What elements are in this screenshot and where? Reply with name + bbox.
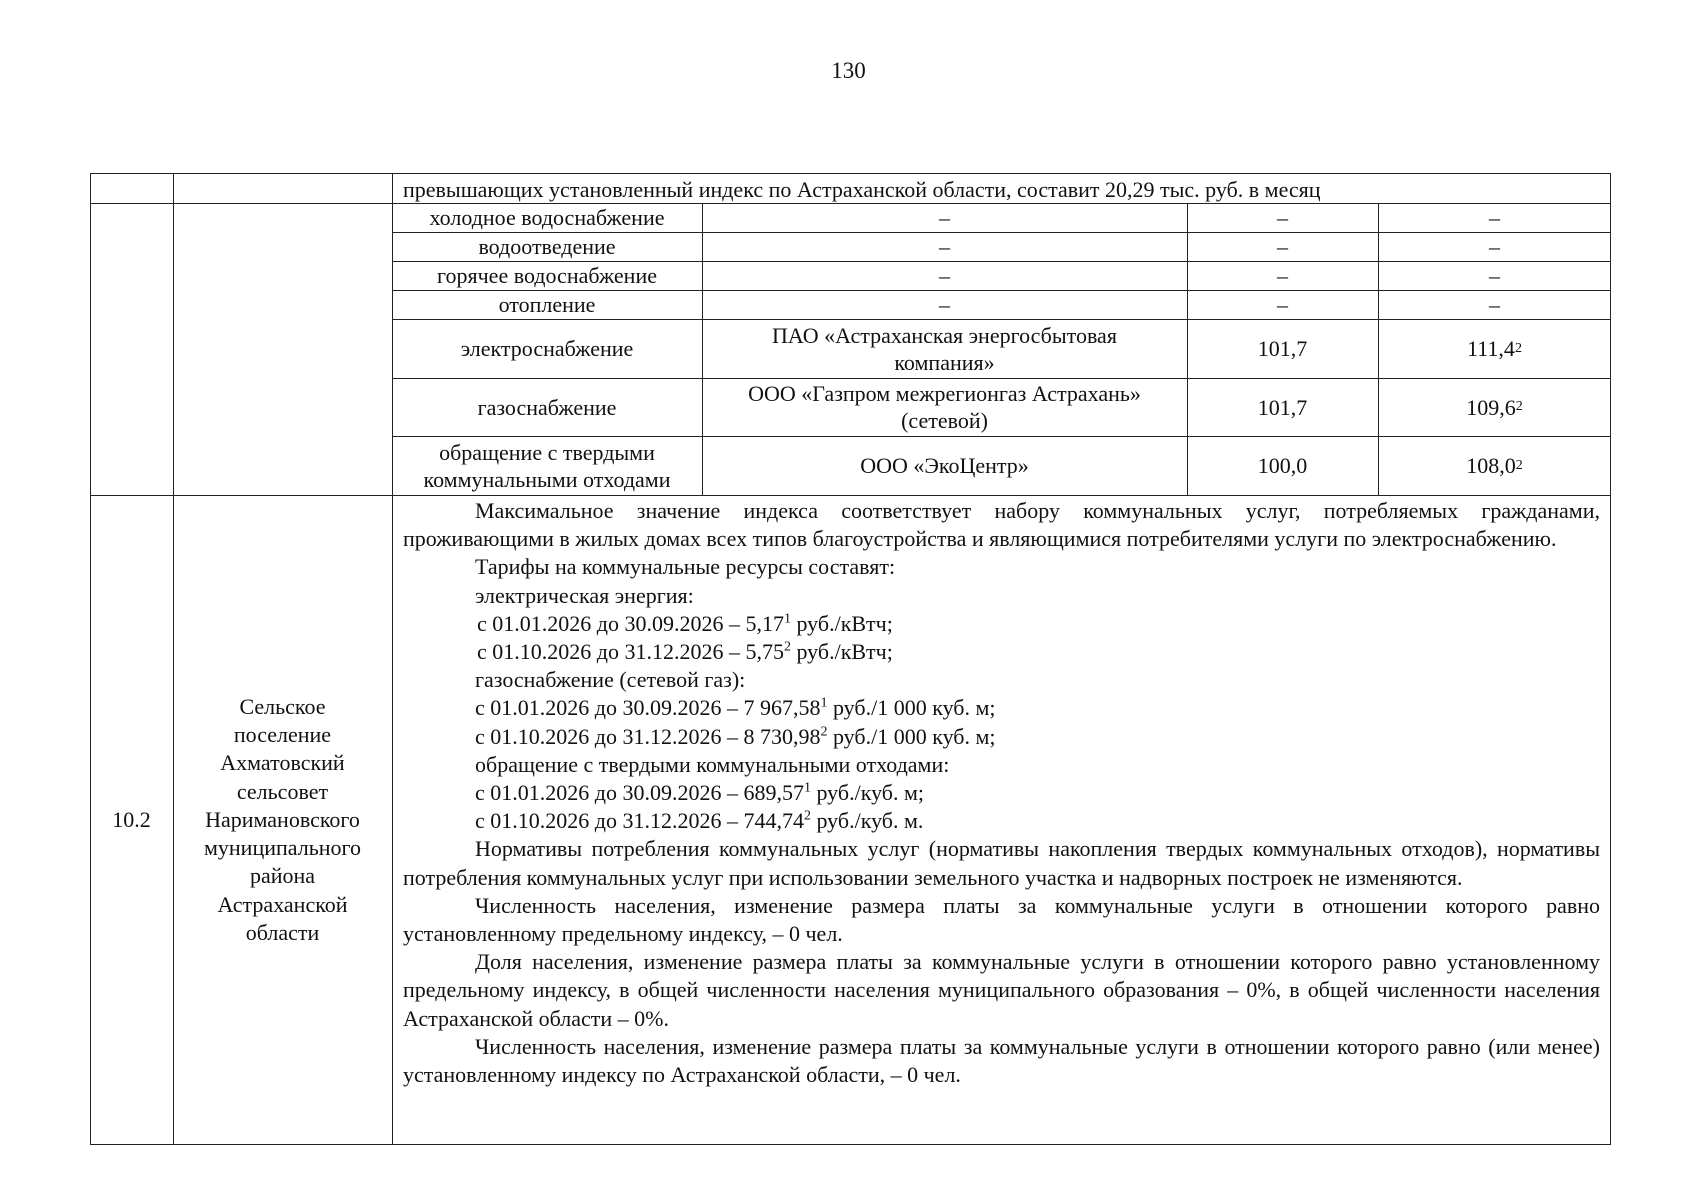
- service-provider: –: [939, 205, 950, 230]
- service-index-2: –: [1489, 263, 1500, 288]
- paragraph-max-index: Максимальное значение индекса соответствует набору коммунальных услуг, потребляемых гражданами, проживающими в жилых домах всех типов благоустройства и являющимися потребителями услуги по электроснабжению.: [403, 498, 1600, 552]
- footnote-mark: 1: [803, 780, 811, 796]
- footnote-mark: 2: [820, 724, 828, 740]
- tariff-unit: руб./1 000 куб. м;: [827, 723, 996, 749]
- service-index-1: 100,0: [1257, 453, 1308, 478]
- service-name: холодное водоснабжение: [429, 205, 665, 230]
- service-provider: ООО «ЭкоЦентр»: [860, 453, 1029, 478]
- tariffs-title: Тарифы на коммунальные ресурсы составят:: [475, 554, 896, 580]
- service-index-2: –: [1489, 292, 1500, 317]
- service-index-1: 101,7: [1257, 336, 1308, 361]
- electric-tariff-1: [403, 610, 1600, 638]
- electric-title: электрическая энергия:: [475, 582, 694, 608]
- paragraph-population-equal: Численность населения, изменение размера платы за коммунальные услуги в отношении которого равно установленному предельному индексу, – 0 чел.: [403, 892, 1600, 947]
- service-name: отопление: [498, 292, 596, 317]
- gas-title: газоснабжение (сетевой газ):: [475, 667, 746, 693]
- service-provider: –: [939, 292, 950, 317]
- service-index-1: –: [1277, 263, 1288, 288]
- waste-tariff-2: [403, 807, 1600, 835]
- waste-title: обращение с твердыми коммунальными отходами:: [475, 751, 950, 777]
- tariff-text: с 01.01.2026 до 30.09.2026 – 689,57: [475, 780, 804, 806]
- service-provider: ООО «Газпром межрегионгаз Астрахань» (сетевой): [748, 381, 1141, 433]
- electric-tariff-2: [403, 638, 1600, 666]
- continuation-text: превышающих установленный индекс по Астраханской области, составит 20,29 тыс. руб. в месяц: [403, 177, 1321, 202]
- service-index-2: –: [1489, 205, 1500, 230]
- tariff-text: с 01.01.2026 до 30.09.2026 – 5,17: [477, 610, 784, 636]
- paragraph-population-share: Доля населения, изменение размера платы за коммунальные услуги в отношении которого равно установленному предельному индексу, в общей численности населения муниципального образования – 0%, в общей численности населения Астраханской области – 0%.: [403, 949, 1600, 1031]
- settlement-line: Астраханской: [217, 891, 348, 917]
- service-provider: –: [939, 234, 950, 259]
- table-top-border: [90, 173, 1611, 174]
- service-index-1: –: [1277, 205, 1288, 230]
- index-value: 111,4: [1467, 336, 1515, 361]
- tariff-unit: руб./1 000 куб. м;: [827, 695, 996, 721]
- tariff-text: с 01.10.2026 до 31.12.2026 – 5,75: [477, 639, 784, 665]
- settlement-line: района: [249, 863, 316, 889]
- settlement-line: Сельское: [239, 694, 326, 720]
- tariff-unit: руб./кВтч;: [790, 639, 893, 665]
- tariff-unit: руб./кВтч;: [790, 610, 893, 636]
- row-number: 10.2: [112, 807, 151, 832]
- service-name: электроснабжение: [460, 336, 634, 361]
- service-provider: ПАО «Астраханская энергосбытовая компания»: [772, 322, 1117, 375]
- footnote-mark: 2: [803, 808, 811, 824]
- settlement-line: Наримановского: [205, 806, 360, 832]
- service-name: горячее водоснабжение: [437, 263, 657, 288]
- index-value: 109,6: [1466, 394, 1516, 420]
- footnote-mark: 1: [820, 696, 828, 712]
- tariff-text: с 01.10.2026 до 31.12.2026 – 744,74: [475, 808, 804, 834]
- service-index-1: 101,7: [1257, 394, 1308, 420]
- service-index-2: 109,6 2: [1466, 394, 1523, 420]
- tariff-unit: руб./куб. м;: [810, 780, 925, 806]
- row-description: [403, 497, 1600, 1089]
- service-name: водоотведение: [478, 234, 616, 259]
- service-name: газоснабжение: [477, 394, 617, 420]
- service-index-2: 111,4 2: [1467, 336, 1522, 361]
- settlement-line: сельсовет: [236, 778, 329, 804]
- service-index-1: –: [1277, 234, 1288, 259]
- gas-tariff-1: [403, 694, 1600, 722]
- index-value: 108,0: [1466, 453, 1516, 478]
- paragraph-norms: Нормативы потребления коммунальных услуг (нормативы накопления твердых коммунальных отходов), нормативы потребления коммунальных услуг при использовании земельного участка и надворных построек не изменяются.: [403, 836, 1600, 890]
- service-provider: –: [939, 263, 950, 288]
- footnote-mark: 1: [783, 611, 791, 627]
- gas-tariff-2: [403, 723, 1600, 751]
- footnote-mark: 2: [783, 639, 791, 655]
- tariff-text: с 01.10.2026 до 31.12.2026 – 8 730,98: [475, 723, 821, 749]
- tariff-text: с 01.01.2026 до 30.09.2026 – 7 967,58: [475, 695, 821, 721]
- service-name: обращение с твердыми коммунальными отходами: [423, 439, 671, 492]
- settlement-line: поселение: [233, 722, 332, 748]
- service-index-1: –: [1277, 292, 1288, 317]
- settlement-line: области: [245, 919, 320, 945]
- page-number: 130: [831, 58, 866, 83]
- waste-tariff-1: [403, 779, 1600, 807]
- service-index-2: 108,0 2: [1466, 453, 1523, 478]
- paragraph-population-less: Численность населения, изменение размера платы за коммунальные услуги в отношении которого равно (или менее) установленному индексу по Астраханской области, – 0 чел.: [403, 1033, 1600, 1088]
- settlement-line: муниципального: [203, 835, 361, 861]
- tariff-unit: руб./куб. м.: [810, 808, 924, 834]
- service-index-2: –: [1489, 234, 1500, 259]
- settlement-name: [173, 495, 392, 1145]
- settlement-line: Ахматовский: [220, 750, 345, 776]
